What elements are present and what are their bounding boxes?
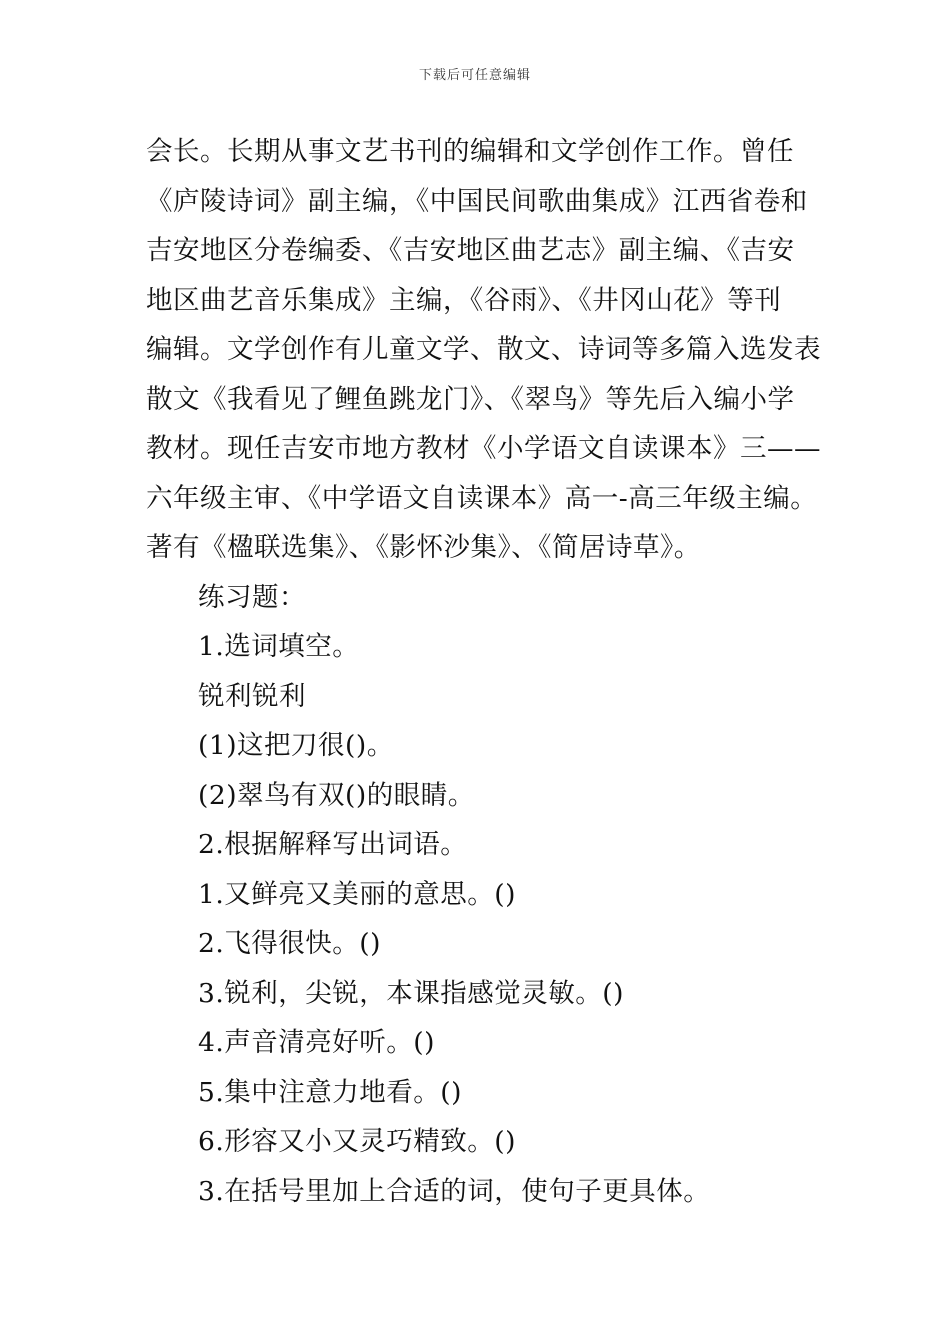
question-2-item: 4.声音清亮好听。() — [198, 1027, 435, 1058]
question-3-title: 3.在括号里加上合适的词，使句子更具体。 — [198, 1175, 711, 1207]
exercises-heading: 练习题： — [198, 581, 306, 613]
question-2-item: 1.又鲜亮又美丽的意思。() — [198, 878, 516, 910]
paragraph-line: 会长。长期从事文艺书刊的编辑和文学创作工作。曾任 — [146, 136, 794, 167]
paragraph-line: 著有《楹联选集》、《影怀沙集》、《简居诗草》。 — [146, 532, 701, 563]
question-1-title: 1.选词填空。 — [198, 631, 360, 662]
question-2-item: 6.形容又小又灵巧精致。() — [198, 1126, 516, 1157]
paragraph-line: 地区曲艺音乐集成》主编，《谷雨》、《井冈山花》等刊 — [146, 284, 782, 316]
question-1-item: (1)这把刀很()。 — [198, 730, 394, 761]
document-body — [146, 127, 821, 1216]
question-1-item: (2)翠鸟有双()的眼睛。 — [198, 779, 475, 811]
question-2-title: 2.根据解释写出词语。 — [198, 829, 468, 860]
paragraph-line: 教材。现任吉安市地方教材《小学语文自读课本》三—— — [146, 433, 821, 464]
question-2-item: 3.锐利，尖锐，本课指感觉灵敏。() — [198, 977, 624, 1009]
question-1-word-choices: 锐利锐利 — [198, 680, 306, 712]
paragraph-line: 吉安地区分卷编委、《吉安地区曲艺志》副主编、《吉安 — [146, 235, 795, 266]
paragraph-line: 散文《我看见了鲤鱼跳龙门》、《翠鸟》等先后入编小学 — [146, 383, 795, 415]
question-2-item: 2.飞得很快。() — [198, 928, 381, 959]
paragraph-line: 编辑。文学创作有儿童文学、散文、诗词等多篇入选发表 — [146, 334, 821, 365]
page-header: 下载后可任意编辑 — [418, 68, 531, 83]
question-2-item: 5.集中注意力地看。() — [198, 1076, 462, 1108]
paragraph-line: 六年级主审、《中学语文自读课本》高一-高三年级主编。 — [146, 482, 818, 514]
paragraph-line: 《庐陵诗词》副主编，《中国民间歌曲集成》江西省卷和 — [146, 185, 808, 217]
